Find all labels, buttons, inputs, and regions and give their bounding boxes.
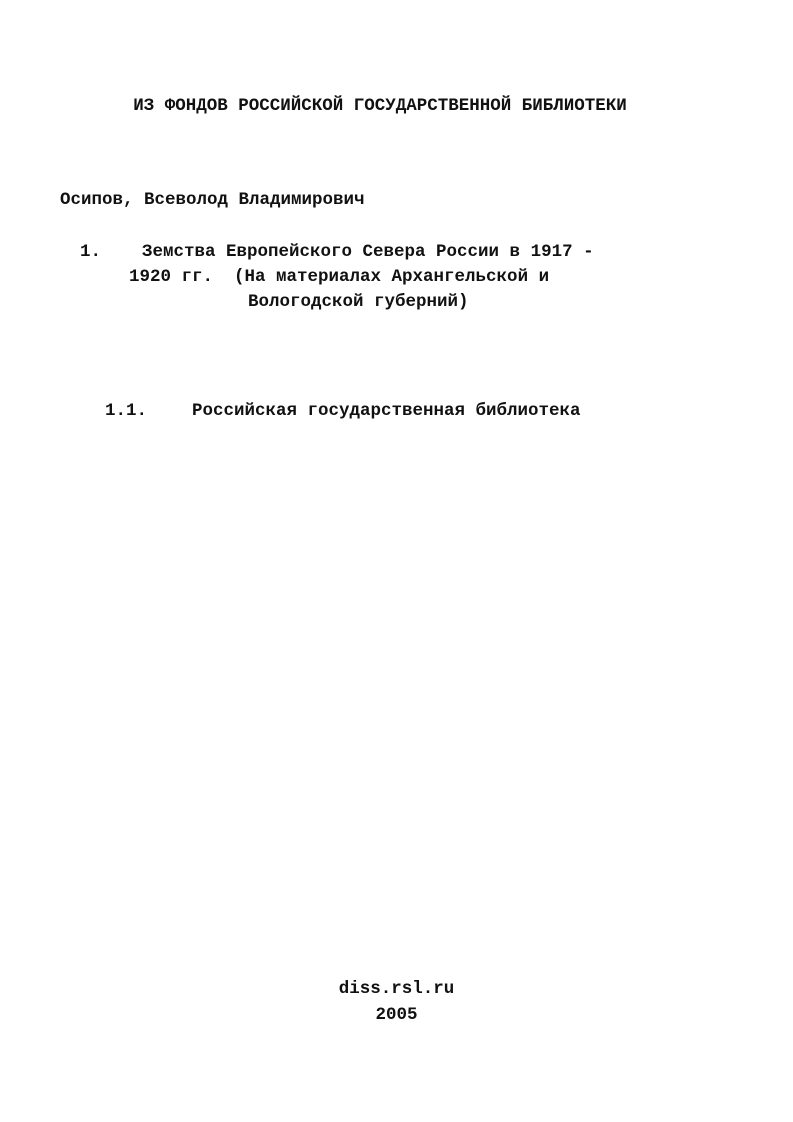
author-name: Осипов, Всеволод Владимирович	[60, 190, 365, 210]
title-line-3: Вологодской губерний)	[248, 292, 469, 312]
title-line-2: 1920 гг. (На материалах Архангельской и	[129, 267, 550, 287]
footer-year: 2005	[375, 1005, 418, 1025]
subsection-number: 1.1.	[105, 401, 148, 421]
footer-site: diss.rsl.ru	[338, 979, 455, 999]
subsection-title: Российская государственная библиотека	[192, 401, 581, 421]
library-header: ИЗ ФОНДОВ РОССИЙСКОЙ ГОСУДАРСТВЕННОЙ БИБЛИОТЕКИ	[133, 96, 627, 116]
title-line-1: Земства Европейского Севера России в 1917 -	[142, 242, 594, 262]
title-number: 1.	[80, 242, 102, 262]
